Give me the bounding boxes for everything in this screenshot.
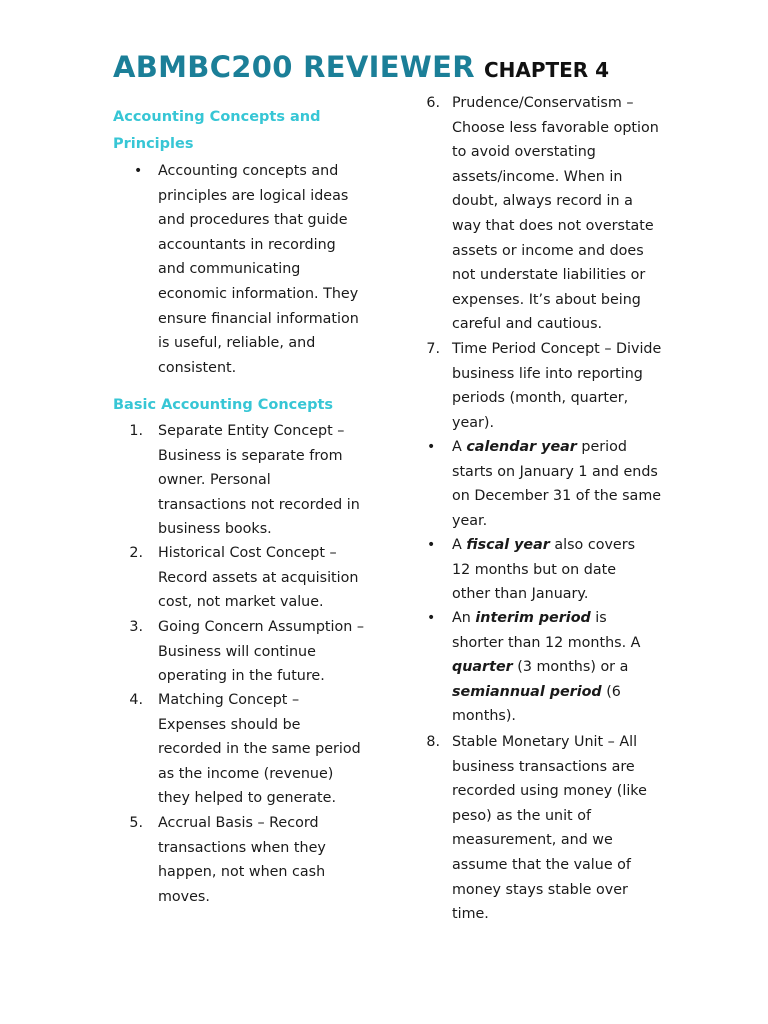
list-text: Stable Monetary Unit – All business transactions are recorded using money (like peso) as the unit of measurement, and we assume that the value of money stays stable over time. xyxy=(452,734,647,923)
bullet-marker: • xyxy=(427,537,436,553)
list-text: Historical Cost Concept – Record assets at acquisition cost, not market value. xyxy=(158,545,359,611)
list-text: Accrual Basis – Record transactions when they happen, not when cash moves. xyxy=(158,815,326,905)
chapter-label: CHAPTER 4 xyxy=(483,58,610,82)
bullet-marker: • xyxy=(427,439,436,455)
text-run: period starts on January 1 and ends on December 31 of the same year. xyxy=(452,439,662,529)
list-number: 8. xyxy=(426,734,440,750)
list-number: 4. xyxy=(129,692,143,708)
bullet-marker: • xyxy=(134,163,143,179)
text-run: An xyxy=(452,610,476,626)
list-text: Going Concern Assumption – Business will continue operating in the future. xyxy=(158,619,364,685)
emphasis-term: semiannual period xyxy=(452,683,602,700)
emphasis-term: fiscal year xyxy=(466,537,550,553)
list-number: 5. xyxy=(129,815,143,831)
section-heading-basic-concepts: Basic Accounting Concepts xyxy=(113,397,334,413)
text-run: A xyxy=(452,537,467,553)
list-text: Separate Entity Concept – Business is separate from owner. Personal transactions not recorded in business books. xyxy=(158,423,360,538)
list-text: Time Period Concept – Divide business life into reporting periods (month, quarter, year). xyxy=(452,341,662,431)
text-run: is shorter than 12 months. A xyxy=(452,610,641,651)
section-heading-concepts-principles: Accounting Concepts and Principles xyxy=(113,109,321,152)
emphasis-term: calendar year xyxy=(466,439,577,455)
bullet-text xyxy=(452,606,662,729)
text-run: (6 months). xyxy=(452,683,621,725)
document-title: ABMBC200 REVIEWER xyxy=(113,50,475,84)
text-run: A xyxy=(452,439,467,455)
list-text: Matching Concept – Expenses should be recorded in the same period as the income (revenue) they helped to generate. xyxy=(158,692,361,807)
list-number: 2. xyxy=(129,545,143,561)
intro-bullet-text: Accounting concepts and principles are logical ideas and procedures that guide accountants in recording and communicating economic information. They ensure financial information is useful, reliable, and consistent. xyxy=(158,163,359,376)
bullet-marker: • xyxy=(427,610,436,626)
bullet-text xyxy=(452,533,652,607)
title-row xyxy=(113,50,609,84)
list-text: Prudence/Conservatism – Choose less favorable option to avoid overstating assets/income. When in doubt, always record in a way that does not overstate assets or income and does not understate liabilities or expenses. It’s about being careful and cautious. xyxy=(452,95,659,333)
emphasis-term: quarter xyxy=(452,659,513,676)
list-number: 3. xyxy=(129,619,143,635)
bullet-text xyxy=(452,435,664,533)
list-number: 1. xyxy=(129,423,143,439)
list-number: 6. xyxy=(426,95,440,111)
text-run: (3 months) or a xyxy=(512,659,629,676)
list-number: 7. xyxy=(426,341,440,357)
emphasis-term: interim period xyxy=(475,610,591,626)
text-run: also covers 12 months but on date other than January. xyxy=(452,537,636,603)
